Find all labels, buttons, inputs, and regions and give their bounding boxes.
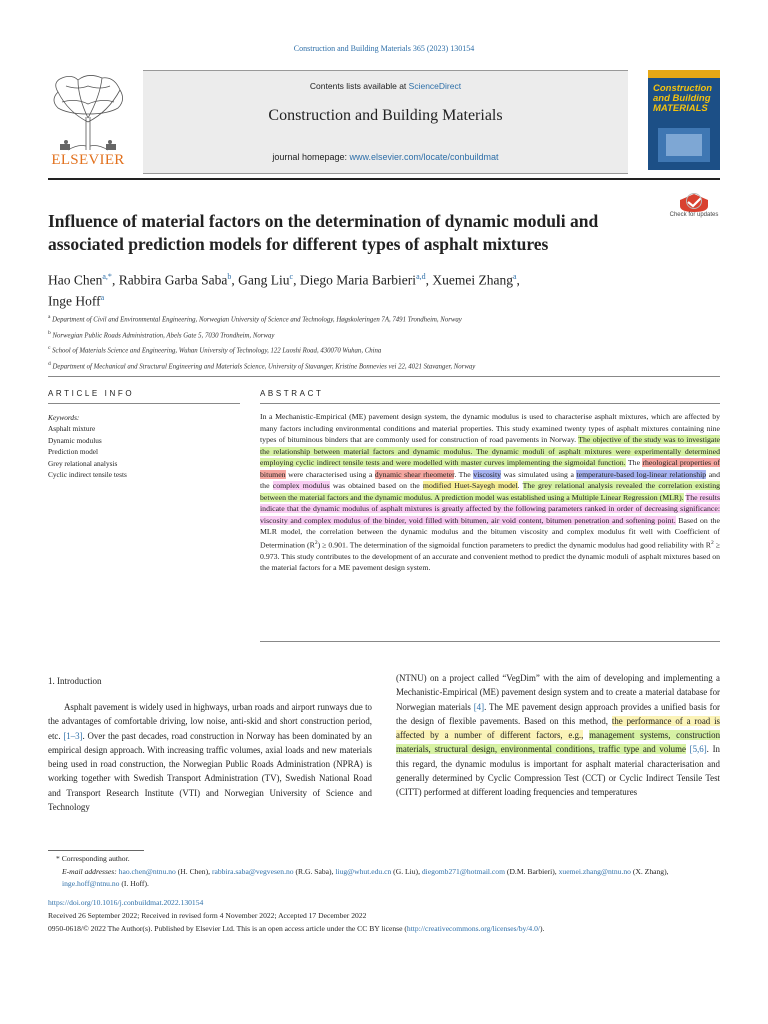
abstract-highlight: The grey relational analysis revealed the correlation existing between the material factors and the dynamic modulus. A prediction model was established using a Multiple Linear Regression (MLR). — [260, 481, 720, 502]
keyword-item: Dynamic modulus — [48, 435, 102, 445]
author-affiliation-marker[interactable]: a,* — [102, 272, 112, 281]
keywords-block — [48, 412, 238, 480]
article-info-heading: ARTICLE INFO — [48, 389, 135, 398]
abstract-highlight: complex modulus — [272, 481, 330, 490]
license-prefix: 0950-0618/© 2022 The Author(s). Published by Elsevier Ltd. This is an open access article under the CC BY license ( — [48, 923, 407, 933]
intro-highlight: the performance of a road is affected by a number of different factors, e.g., — [396, 715, 720, 741]
intro-text: . The ME pavement design approach provides a unified basis for the design of flexible pavements. Based on this method, — [396, 701, 720, 726]
sciencedirect-link[interactable]: ScienceDirect — [408, 81, 462, 91]
article-metadata — [48, 897, 728, 935]
email-owner: (I. Hoff). — [119, 879, 149, 889]
author-name: Inge Hoff — [48, 293, 101, 308]
citation-link[interactable]: [4] — [473, 701, 485, 712]
abstract-bottom-divider — [260, 641, 720, 642]
affiliation-item — [48, 342, 728, 358]
email-link[interactable]: inge.hoff@ntnu.no — [62, 879, 120, 889]
abstract-text: Based on the MLR model, the correlation between the dynamic modulus and the bitumen viscosity and complex modulus fit well with Coefficient of Determination (R — [260, 515, 720, 550]
license-suffix: ). — [540, 923, 545, 933]
abstract-text: were characterised using a — [285, 469, 375, 479]
journal-title: Construction and Building Materials — [268, 107, 503, 124]
intro-text: Asphalt pavement is widely used in highways, urban roads and airport runways due to the advantages of comfortable driving, low noise, anti-skid and short construction period, etc. — [48, 702, 372, 741]
affiliation-text: School of Materials Science and Engineering, Wuhan University of Technology, 122 Luoshi Road, 430070 Wuhan, China — [50, 347, 382, 355]
affiliation-text: Norwegian Public Roads Administration, Abels Gate 5, 7030 Trondheim, Norway — [50, 331, 275, 339]
keyword-item: Grey relational analysis — [48, 458, 118, 468]
abstract-superscript: 2 — [711, 539, 714, 546]
affiliation-item — [48, 311, 728, 327]
author-name: Gang Liu — [238, 272, 290, 288]
author-separator: , — [425, 272, 433, 288]
keywords-label: Keywords: — [48, 413, 80, 422]
email-owner: (R.G. Saba), — [293, 866, 336, 876]
check-for-updates-label[interactable]: Check for updates — [669, 212, 719, 218]
footnotes — [48, 853, 720, 891]
author-name: Diego Maria Barbieri — [299, 272, 417, 288]
keyword-item: Prediction model — [48, 447, 99, 457]
abstract-text: . The — [454, 469, 474, 479]
affiliation-text: Department of Mechanical and Structural Engineering and Materials Science, University of Stavanger, Kristine Bonnevies vei 22, 4021 Stavanger, Norway — [50, 362, 476, 370]
abstract-text: . — [517, 481, 523, 490]
corresponding-author-note: * Corresponding author. — [56, 854, 130, 863]
intro-text: . In this regard, the dynamic modulus is important for asphalt material characterisation and generally determined by Cyclic Compression Test (CCT) or Cyclic Indirect Tensile Test (CITT) performed at different loading frequencies and temperatures — [396, 744, 720, 798]
author-list — [48, 268, 708, 309]
received-dates: Received 26 September 2022; Received in revised form 4 November 2022; Accepted 17 December 2022 — [48, 910, 367, 920]
section-divider — [48, 376, 720, 377]
journal-homepage-link[interactable]: www.elsevier.com/locate/conbuildmat — [349, 152, 499, 162]
abstract-text: was obtained based on the — [329, 481, 423, 490]
introduction-left-column — [48, 700, 372, 814]
homepage-line — [143, 152, 628, 162]
journal-header — [48, 70, 720, 172]
abstract-highlight: dynamic shear rheometer — [374, 469, 455, 479]
elsevier-wordmark: ELSEVIER — [51, 152, 125, 168]
abstract-text: and the — [260, 469, 720, 490]
affiliation-marker: c — [48, 345, 51, 352]
abstract-text: was simulated using a — [501, 469, 577, 479]
intro-text: . Over the past decades, road construction in Norway has been dominated by an empirical design approach. With increasing traffic volumes, axial loads and new materials being used in road construction, the Norwegian Public Roads Administration (NPRA) is working together with Swedish Transport Administration (TV), Swedish National Road and Transport Research Institute (VTI) and Norwegian University of Science and Technology — [48, 730, 372, 813]
author-name: Xuemei Zhang — [432, 272, 513, 288]
abstract-text — [260, 411, 720, 574]
author-separator: , — [516, 272, 520, 288]
citation-link[interactable]: [1–3] — [63, 730, 83, 741]
email-link[interactable]: xuemei.zhang@ntnu.no — [558, 866, 631, 876]
contents-prefix: Contents lists available at — [309, 81, 409, 91]
author-affiliation-marker[interactable]: a — [512, 272, 517, 281]
author-name: Rabbira Garba Saba — [118, 272, 228, 288]
author-affiliation-marker[interactable]: b — [227, 272, 232, 281]
email-link[interactable]: diegomb271@hotmail.com — [421, 866, 506, 876]
email-owner: (G. Liu), — [391, 866, 422, 876]
abstract-highlight: The results indicate that the dynamic modulus of asphalt mixtures is greatly affected by the following parameters ranked in order of decreasing significance: viscosity and complex modulus of the binder, void filled with bitumen, air void content, bitumen penetration and softening point. — [260, 492, 720, 525]
cover-title: Construction and Building MATERIALS — [653, 83, 713, 114]
journal-cover-image[interactable] — [648, 70, 720, 170]
introduction-heading: 1. Introduction — [48, 676, 102, 686]
email-owner: (D.M. Barbieri), — [505, 866, 559, 876]
affiliation-text: Department of Civil and Environmental Engineering, Norwegian University of Science and Technology, Høgskoleringen 7A, 7491 Trondheim, Norway — [50, 316, 462, 324]
journal-reference[interactable]: Construction and Building Materials 365 (2023) 130154 — [293, 44, 475, 53]
article-info-divider — [48, 403, 240, 404]
footnote-divider — [48, 850, 144, 851]
cover-top-band — [648, 70, 720, 78]
cover-photo-inner — [666, 134, 702, 156]
author-affiliation-marker[interactable]: c — [289, 272, 294, 281]
author-separator: , — [293, 272, 300, 288]
author-separator: , — [231, 272, 239, 288]
abstract-highlight: temperature-based log-linear relationship — [576, 469, 707, 479]
contents-line — [143, 81, 628, 91]
affiliation-marker: d — [48, 360, 51, 367]
abstract-superscript: 2 — [314, 539, 318, 546]
email-owner: (X. Zhang), — [630, 866, 669, 876]
affiliation-item — [48, 327, 728, 343]
journal-banner — [143, 70, 628, 174]
abstract-highlight: The objective of the study was to investigate the relationship between material factors and dynamic modulus. The dynamic moduli of asphalt mixtures were experimentally determined employing cyclic indirect tensile tests and were modelled with master curves implementing the sigmoidal function. — [260, 435, 720, 467]
abstract-text: ≥ 0.973. This study contributes to the development of an accurate and convenient method to predict the dynamic moduli of asphalt mixtures based on the material factors for a ME pavement design system. — [260, 540, 721, 573]
abstract-heading: ABSTRACT — [260, 389, 324, 398]
abstract-highlight: rheological properties of bitumen — [260, 458, 720, 479]
introduction-right-column — [396, 671, 720, 800]
affiliation-marker: b — [48, 329, 51, 336]
author-affiliation-marker[interactable]: a,d — [416, 272, 426, 281]
author-name: Hao Chen — [48, 272, 103, 288]
affiliation-list — [48, 311, 728, 373]
citation-link[interactable]: [5,6] — [689, 744, 707, 755]
license-link[interactable]: http://creativecommons.org/licenses/by/4.0/ — [406, 923, 541, 933]
intro-text: (NTNU) on a project called “VegDim” with the aim of developing and implementing a Mechanistic-Empirical (ME) pavement design system and to create a material database for Norwegian materials — [396, 673, 720, 712]
intro-highlight: management systems, construction materials, structural design, environmental conditions, traffic type and volume — [396, 730, 721, 755]
doi-link[interactable]: https://doi.org/10.1016/j.conbuildmat.2022.130154 — [48, 898, 204, 907]
abstract-divider — [260, 403, 720, 404]
email-link[interactable]: liug@whut.edu.cn — [335, 866, 392, 876]
email-link[interactable]: hao.chen@ntnu.no — [118, 866, 176, 876]
affiliation-marker: a — [48, 314, 51, 320]
keyword-item: Cyclic indirect tensile tests — [48, 470, 127, 480]
abstract-highlight: modified Huet-Sayegh model — [422, 481, 518, 490]
abstract-text: The — [625, 458, 643, 467]
article-title: Influence of material factors on the determination of dynamic moduli and associated prediction models for different types of asphalt mixtures — [48, 211, 599, 254]
email-label: E-mail addresses: — [62, 866, 119, 876]
keyword-item: Asphalt mixture — [48, 424, 96, 434]
abstract-text: In a Mechanistic-Empirical (ME) pavement design system, the dynamic modulus is used to characterise asphalt mixtures, which are affected by many factors including environmental conditions and material properties. This study examined twenty types of asphalt mixtures containing nine types of bituminous binders that are commonly used for construction of road pavements in Norway. — [260, 412, 720, 444]
author-affiliation-marker[interactable]: a — [100, 292, 105, 302]
email-addresses — [48, 866, 720, 891]
abstract-highlight: viscosity — [473, 469, 502, 479]
abstract-text: ) ≥ 0.901. The determination of the sigmoidal function parameters to predict the dynamic modulus had good reliability with R — [317, 540, 712, 550]
affiliation-item — [48, 358, 728, 374]
author-separator: , — [111, 272, 119, 288]
header-divider — [48, 178, 720, 180]
email-link[interactable]: rabbira.saba@vegvesen.no — [211, 866, 294, 876]
license-line — [48, 923, 728, 936]
email-owner: (H. Chen), — [175, 866, 212, 876]
homepage-prefix: journal homepage: — [272, 152, 350, 162]
